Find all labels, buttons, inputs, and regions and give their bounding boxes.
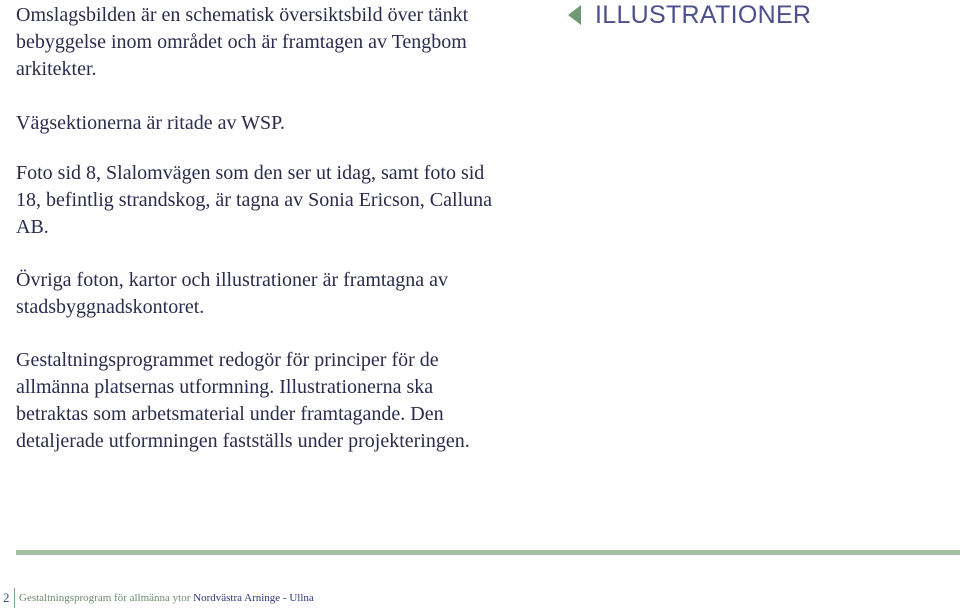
footer-document-title: Gestaltningsprogram för allmänna ytor (19, 592, 191, 604)
section-heading (568, 2, 811, 28)
paragraph-photo-credit: Foto sid 8, Slalomvägen som den ser ut idag, samt foto sid 18, befintlig strandskog, är tagna av Sonia Ericson, Calluna AB. (16, 162, 493, 238)
footer-text (19, 588, 314, 608)
section-heading-label: ILLUSTRATIONER (595, 1, 812, 29)
footer-area: Nordvästra Arninge - Ullna (193, 592, 314, 604)
paragraph-road-section-credit: Vägsektionerna är ritade av WSP. (16, 112, 285, 134)
paragraph-cover-image-credit: Omslagsbilden är en schematisk översiktsbild över tänkt bebyggelse inom området och är framtagen av Tengbom arkitekter. (16, 4, 469, 80)
footer-rule (16, 550, 960, 555)
arrow-left-icon (568, 5, 581, 25)
page-number: 2 (3, 590, 10, 605)
paragraph-other-material-credit: Övriga foton, kartor och illustrationer är framtagna av stadsbyggnadskontoret. (16, 269, 449, 318)
paragraph-program-note: Gestaltningsprogrammet redogör för principer för de allmänna platsernas utformning. Illustrationerna ska betraktas som arbetsmaterial under framtagande. Den detaljerade utformningen fastställs under projekteringen. (16, 349, 470, 452)
footer-separator (14, 588, 15, 608)
